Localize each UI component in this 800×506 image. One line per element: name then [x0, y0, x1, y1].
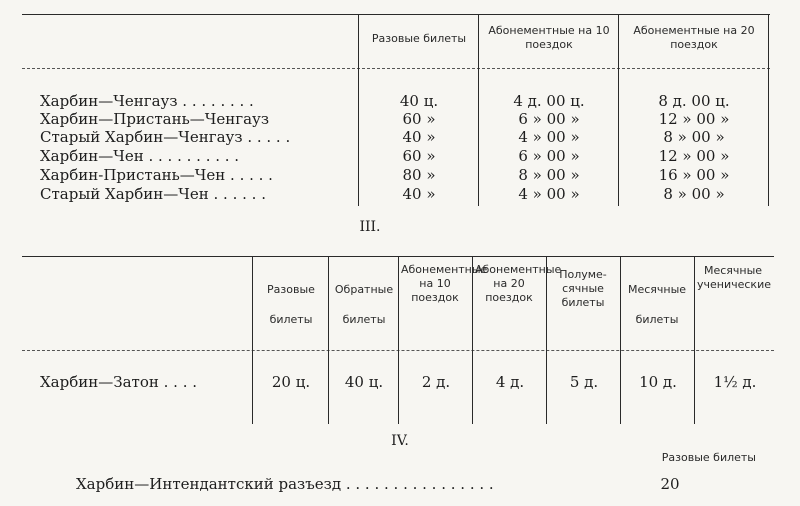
table-iii-header-ab10: Абонементные на 10 поездок	[401, 263, 488, 304]
table-ii-header-rule	[22, 68, 770, 69]
fare-ab10: 6 » 00 »	[518, 110, 580, 128]
fare-value: 10 д.	[639, 373, 677, 391]
table-row-route: Харбин—Затон . . . .	[40, 373, 198, 391]
fare-value: 40 ц.	[344, 373, 384, 391]
table-ii-header-ab10: Абонементные на 10 поездок	[488, 24, 610, 51]
table-iii-header-half-month: Полуме-сячные билеты	[559, 268, 607, 309]
table-ii-col-divider	[618, 14, 619, 206]
table-ii-header-single: Разовые билеты	[371, 32, 467, 45]
table-ii-col-divider	[478, 14, 479, 206]
table-ii-col-divider	[768, 14, 769, 206]
fare-ab20: 12 » 00 »	[658, 110, 730, 128]
fare-ab10: 4 » 00 »	[518, 185, 580, 203]
fare-ab20: 12 » 00 »	[658, 147, 730, 165]
fare-ab20: 16 » 00 »	[658, 166, 730, 184]
table-ii-col-divider	[358, 14, 359, 206]
table-ii-header-ab20: Абонементные на 20 поездок	[633, 24, 755, 51]
table-iii-header-single: Разовые билеты	[267, 283, 315, 326]
table-iii-col-divider	[252, 256, 253, 424]
table-iii-col-divider	[546, 256, 547, 424]
table-iii-header-ab20: Абонементные на 20 поездок	[475, 263, 562, 304]
section-iv-label: IV.	[391, 433, 409, 449]
fare-value: 2 д.	[421, 373, 451, 391]
table-iii-col-divider	[398, 256, 399, 424]
fare-value: 20 ц.	[271, 373, 311, 391]
fare-single: 80 »	[402, 166, 436, 184]
table-iii-col-divider	[328, 256, 329, 424]
table-row-route: Харбин—Ченгауз . . . . . . . .	[40, 92, 254, 110]
table-iii-col-divider	[694, 256, 695, 424]
table-iii-header-monthly: Месячные билеты	[627, 283, 687, 326]
table-iii-header-return: Обратные билеты	[334, 283, 394, 326]
fare-single: 40 »	[402, 185, 436, 203]
fare-ab10: 6 » 00 »	[518, 147, 580, 165]
fare-value: 4 д.	[495, 373, 525, 391]
fare-single: 60 »	[402, 147, 436, 165]
section-iv-route: Харбин—Интендантский разъезд . . . . . . . . . . . . . . . .	[76, 475, 494, 493]
section-iii-label: III.	[359, 219, 381, 235]
section-iv-header: Разовые билеты	[661, 451, 756, 464]
table-iii-header-monthly-student: Месячные ученические	[697, 264, 771, 291]
table-ii-top-rule	[22, 14, 770, 15]
fare-ab20: 8 » 00 »	[663, 185, 725, 203]
fare-ab10: 8 » 00 »	[518, 166, 580, 184]
fare-ab20: 8 д. 00 ц.	[658, 92, 730, 110]
table-iii-col-divider	[472, 256, 473, 424]
fare-ab10: 4 д. 00 ц.	[513, 92, 585, 110]
fare-value: 1½ д.	[713, 373, 757, 391]
table-row-route: Харбин—Пристань—Ченгауз	[40, 110, 270, 128]
fare-single: 60 »	[402, 110, 436, 128]
table-row-route: Старый Харбин—Чен . . . . . .	[40, 185, 266, 203]
fare-value: 5 д.	[569, 373, 599, 391]
fare-single: 40 »	[402, 128, 436, 146]
fare-single: 40 ц.	[399, 92, 439, 110]
table-row-route: Харбин-Пристань—Чен . . . . .	[40, 166, 273, 184]
fare-ab20: 8 » 00 »	[663, 128, 725, 146]
table-row-route: Старый Харбин—Ченгауз . . . . .	[40, 128, 291, 146]
fare-ab10: 4 » 00 »	[518, 128, 580, 146]
table-iii-col-divider	[620, 256, 621, 424]
table-row-route: Харбин—Чен . . . . . . . . . .	[40, 147, 240, 165]
section-iv-value: 20	[660, 475, 680, 493]
